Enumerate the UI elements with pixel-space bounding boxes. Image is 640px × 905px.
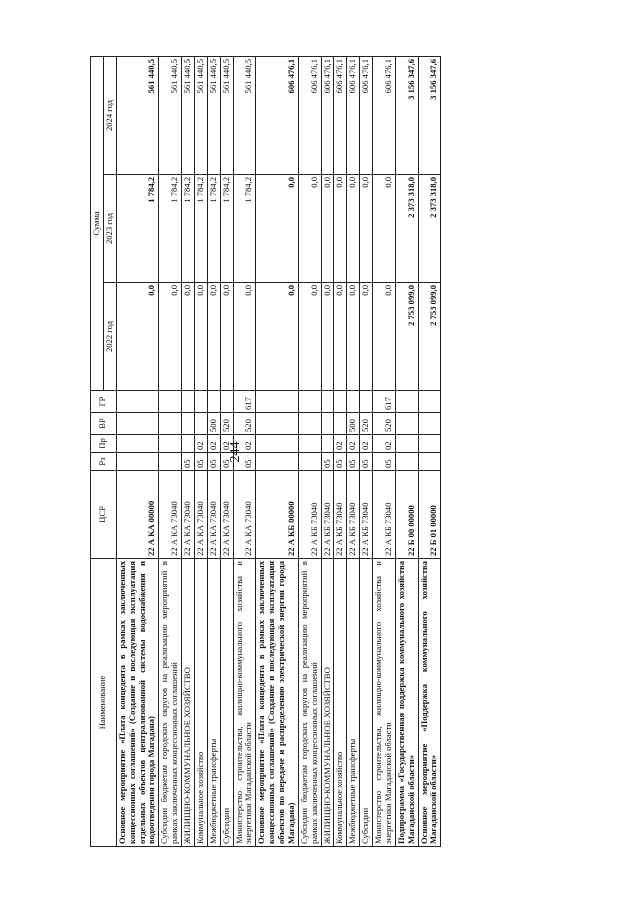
table-row — [347, 57, 360, 847]
row-vr: 520 — [360, 413, 373, 435]
table-row — [233, 57, 256, 847]
row-gr — [194, 391, 207, 413]
row-vr — [321, 413, 334, 435]
row-2022: 0,0 — [159, 283, 182, 391]
row-vr: 500 — [207, 413, 220, 435]
row-2022: 0,0 — [182, 283, 195, 391]
row-2023: 1 784,2 — [220, 175, 233, 283]
row-2024: 606 476,1 — [321, 57, 334, 175]
row-pr: 02 — [194, 435, 207, 453]
row-rz: 05 — [334, 453, 347, 471]
table-row — [395, 57, 418, 847]
row-name: Подпрограмма «Государственная поддержка коммунального хозяйства Магаданской области» — [395, 559, 418, 847]
row-csr: 22 А КА 73040 — [159, 471, 182, 559]
table-row — [298, 57, 321, 847]
row-name: Межбюджетные трансферты — [207, 559, 220, 847]
row-csr: 22 А КБ 73040 — [321, 471, 334, 559]
row-rz: 05 — [373, 453, 396, 471]
row-gr — [298, 391, 321, 413]
row-vr: 520 — [220, 413, 233, 435]
row-vr — [194, 413, 207, 435]
row-csr: 22 А КА 73040 — [182, 471, 195, 559]
row-2023: 2 373 318,0 — [395, 175, 418, 283]
row-csr: 22 А КБ 73040 — [334, 471, 347, 559]
row-pr — [321, 435, 334, 453]
row-rz — [418, 453, 441, 471]
row-2022: 0,0 — [116, 283, 159, 391]
table-row — [334, 57, 347, 847]
row-pr: 02 — [334, 435, 347, 453]
row-2023: 1 784,2 — [194, 175, 207, 283]
row-csr: 22 А КБ 73040 — [298, 471, 321, 559]
row-2022: 0,0 — [194, 283, 207, 391]
row-name: Основное мероприятие «Плата концедента в рамках заключенных концессионных соглашений» (Создание и последующая эксплуатация отдельных объектов централизованной системы водоснабжения и водоотведения города Магадана) — [116, 559, 159, 847]
row-vr — [298, 413, 321, 435]
row-name: ЖИЛИЩНО-КОММУНАЛЬНОЕ ХОЗЯЙСТВО — [182, 559, 195, 847]
row-vr — [159, 413, 182, 435]
row-2022: 0,0 — [334, 283, 347, 391]
row-pr — [116, 435, 159, 453]
row-2022: 0,0 — [256, 283, 299, 391]
table-row — [182, 57, 195, 847]
row-vr — [334, 413, 347, 435]
row-2022: 2 753 099,0 — [395, 283, 418, 391]
table-row — [418, 57, 441, 847]
row-pr: 02 — [360, 435, 373, 453]
row-gr — [116, 391, 159, 413]
row-2024: 606 476,1 — [347, 57, 360, 175]
row-vr: 500 — [347, 413, 360, 435]
row-gr: 617 — [233, 391, 256, 413]
row-2024: 3 156 347,6 — [418, 57, 441, 175]
row-2023: 0,0 — [373, 175, 396, 283]
row-vr — [395, 413, 418, 435]
row-csr: 22 А КА 73040 — [207, 471, 220, 559]
col-2023-header: 2023 год — [103, 175, 116, 283]
row-name: Субсидии — [360, 559, 373, 847]
row-gr: 617 — [373, 391, 396, 413]
row-2024: 561 440,5 — [220, 57, 233, 175]
row-2023: 1 784,2 — [159, 175, 182, 283]
row-pr — [182, 435, 195, 453]
col-2022-header: 2022 год — [103, 283, 116, 391]
row-csr: 22 А КБ 73040 — [373, 471, 396, 559]
row-pr: 02 — [207, 435, 220, 453]
row-2023: 0,0 — [347, 175, 360, 283]
row-csr: 22 Б 00 00000 — [395, 471, 418, 559]
row-2023: 0,0 — [256, 175, 299, 283]
row-gr — [395, 391, 418, 413]
row-pr — [298, 435, 321, 453]
row-pr: 02 — [220, 435, 233, 453]
table-row — [360, 57, 373, 847]
row-rz: 05 — [220, 453, 233, 471]
row-2023: 0,0 — [298, 175, 321, 283]
row-vr — [256, 413, 299, 435]
row-gr — [207, 391, 220, 413]
row-vr: 520 — [373, 413, 396, 435]
row-2022: 0,0 — [321, 283, 334, 391]
row-2022: 0,0 — [347, 283, 360, 391]
col-gr-header: ГР — [91, 391, 117, 413]
row-2023: 2 373 318,0 — [418, 175, 441, 283]
row-csr: 22 А КБ 73040 — [360, 471, 373, 559]
row-gr — [256, 391, 299, 413]
col-2024-header: 2024 год — [103, 57, 116, 175]
row-name: Субсидии — [220, 559, 233, 847]
row-2023: 1 784,2 — [182, 175, 195, 283]
row-pr — [159, 435, 182, 453]
row-csr: 22 А КА 73040 — [194, 471, 207, 559]
row-2024: 561 440,5 — [233, 57, 256, 175]
col-sum-header: Сумма — [91, 57, 104, 391]
col-rz-header: Рз — [91, 453, 117, 471]
row-2022: 0,0 — [233, 283, 256, 391]
row-2022: 0,0 — [360, 283, 373, 391]
table-row — [194, 57, 207, 847]
row-2023: 0,0 — [360, 175, 373, 283]
row-name: Министерство строительства, жилищно-коммунального хозяйства и энергетики Магаданской области — [233, 559, 256, 847]
table-row — [373, 57, 396, 847]
budget-table — [90, 56, 441, 847]
row-rz — [256, 453, 299, 471]
col-vr-header: ВР — [91, 413, 117, 435]
row-rz: 05 — [194, 453, 207, 471]
col-csr-header: ЦСР — [91, 471, 117, 559]
table-body — [116, 57, 441, 847]
row-rz: 05 — [347, 453, 360, 471]
table-row — [159, 57, 182, 847]
row-name: Основное мероприятие «Плата концедента в рамках заключенных концессионных соглашений» (Создание и последующая эксплуатация объектов по передаче и распределению электрической энергии города Магадана) — [256, 559, 299, 847]
row-gr — [321, 391, 334, 413]
row-rz — [159, 453, 182, 471]
row-rz: 05 — [321, 453, 334, 471]
row-name: Основное мероприятие «Поддержка коммунального хозяйства Магаданской области» — [418, 559, 441, 847]
row-2023: 0,0 — [321, 175, 334, 283]
table-header — [91, 57, 117, 847]
row-name: Межбюджетные трансферты — [347, 559, 360, 847]
row-rz: 05 — [182, 453, 195, 471]
row-name: Коммунальное хозяйство — [194, 559, 207, 847]
row-csr: 22 А КБ 00000 — [256, 471, 299, 559]
row-2022: 0,0 — [220, 283, 233, 391]
row-2023: 1 784,2 — [233, 175, 256, 283]
row-2023: 1 784,2 — [207, 175, 220, 283]
row-gr — [182, 391, 195, 413]
page-number: 244 — [228, 441, 243, 463]
table-row — [220, 57, 233, 847]
row-2024: 561 440,5 — [182, 57, 195, 175]
row-csr: 22 А КА 73040 — [220, 471, 233, 559]
row-name: ЖИЛИЩНО-КОММУНАЛЬНОЕ ХОЗЯЙСТВО — [321, 559, 334, 847]
row-2024: 561 440,5 — [194, 57, 207, 175]
row-csr: 22 Б 01 00000 — [418, 471, 441, 559]
row-csr: 22 А КА 73040 — [233, 471, 256, 559]
row-pr — [418, 435, 441, 453]
row-csr: 22 А КБ 73040 — [347, 471, 360, 559]
row-name: Субсидии бюджетам городских округов на реализацию мероприятий в рамках заключенных концессионных соглашений — [298, 559, 321, 847]
row-pr — [395, 435, 418, 453]
row-2022: 0,0 — [298, 283, 321, 391]
row-gr — [159, 391, 182, 413]
row-2024: 561 440,5 — [159, 57, 182, 175]
row-2024: 561 440,5 — [207, 57, 220, 175]
row-rz: 05 — [233, 453, 256, 471]
row-gr — [418, 391, 441, 413]
row-2024: 606 476,1 — [360, 57, 373, 175]
row-pr — [256, 435, 299, 453]
row-pr: 02 — [373, 435, 396, 453]
table-row — [116, 57, 159, 847]
row-gr — [347, 391, 360, 413]
row-name: Коммунальное хозяйство — [334, 559, 347, 847]
row-2023: 0,0 — [334, 175, 347, 283]
row-2022: 0,0 — [207, 283, 220, 391]
row-2023: 1 784,2 — [116, 175, 159, 283]
table-row — [256, 57, 299, 847]
row-gr — [360, 391, 373, 413]
row-2024: 606 476,1 — [334, 57, 347, 175]
row-pr: 02 — [347, 435, 360, 453]
row-vr — [418, 413, 441, 435]
row-gr — [220, 391, 233, 413]
row-vr — [116, 413, 159, 435]
row-2022: 0,0 — [373, 283, 396, 391]
row-rz — [395, 453, 418, 471]
rotated-table-container — [90, 57, 550, 847]
col-pr-header: Пр — [91, 435, 117, 453]
col-name-header: Наименование — [91, 559, 117, 847]
row-rz — [298, 453, 321, 471]
row-2024: 3 156 347,6 — [395, 57, 418, 175]
row-2024: 606 476,1 — [373, 57, 396, 175]
row-pr: 02 — [233, 435, 256, 453]
row-2022: 2 753 099,0 — [418, 283, 441, 391]
table-row — [321, 57, 334, 847]
row-2024: 606 476,1 — [256, 57, 299, 175]
row-rz: 05 — [207, 453, 220, 471]
table-row — [207, 57, 220, 847]
row-gr — [334, 391, 347, 413]
row-name: Министерство строительства, жилищно-коммунального хозяйства и энергетики Магаданской области — [373, 559, 396, 847]
row-2024: 561 440,5 — [116, 57, 159, 175]
row-csr: 22 А КА 00000 — [116, 471, 159, 559]
row-rz — [116, 453, 159, 471]
row-2024: 606 476,1 — [298, 57, 321, 175]
row-vr: 520 — [233, 413, 256, 435]
row-vr — [182, 413, 195, 435]
row-rz: 05 — [360, 453, 373, 471]
row-name: Субсидии бюджетам городских округов на реализацию мероприятий в рамках заключенных концессионных соглашений — [159, 559, 182, 847]
